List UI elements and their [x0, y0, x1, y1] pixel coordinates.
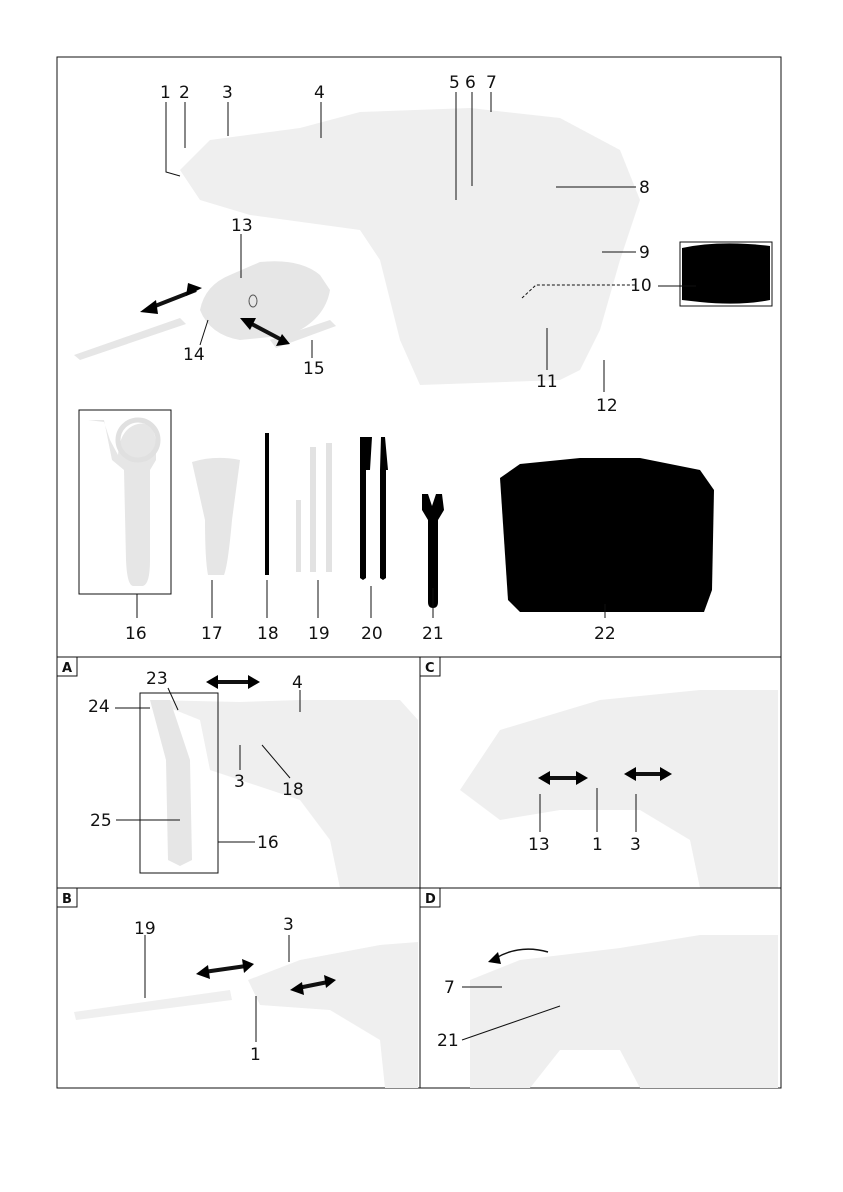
arrowhead-icon — [242, 959, 254, 973]
panel-c-tag: C — [425, 661, 435, 676]
label-15: 15 — [303, 359, 325, 379]
arrowhead-icon — [140, 300, 158, 314]
carry-case-illustration — [500, 458, 714, 612]
arrowhead-icon — [186, 283, 202, 296]
label-17: 17 — [201, 624, 223, 644]
double-arrow-icon — [204, 966, 246, 972]
label-18: 18 — [257, 624, 279, 644]
panel-a-label-24: 24 — [88, 697, 110, 717]
panel-b-label-1: 1 — [250, 1045, 261, 1065]
panel-a-tag: A — [62, 661, 73, 676]
label-20: 20 — [361, 624, 383, 644]
label-22: 22 — [594, 624, 616, 644]
label-14: 14 — [183, 345, 205, 365]
arrowhead-icon — [248, 675, 260, 689]
panel-b-label-19: 19 — [134, 919, 156, 939]
label-5: 5 — [449, 73, 460, 93]
panel-a-label-25: 25 — [90, 811, 112, 831]
label-1: 1 — [160, 83, 171, 103]
drill-illustration — [180, 108, 640, 385]
panel-b-tag: B — [62, 892, 72, 907]
panel-d-tag: D — [425, 892, 436, 907]
label-9: 9 — [639, 243, 650, 263]
drill-bits-illustration — [296, 443, 332, 572]
panel-d-label-7: 7 — [444, 978, 455, 998]
panel-a-label-4: 4 — [292, 673, 303, 693]
arrowhead-icon — [206, 675, 218, 689]
label-19: 19 — [308, 624, 330, 644]
panel-a-label-16: 16 — [257, 833, 279, 853]
label-12: 12 — [596, 396, 618, 416]
panel-c-label-3: 3 — [630, 835, 641, 855]
rotate-arrow-icon — [496, 949, 548, 958]
chuck-detail-illustration — [74, 261, 336, 360]
label-7: 7 — [486, 73, 497, 93]
panel-c-label-1: 1 — [592, 835, 603, 855]
label-2: 2 — [179, 83, 190, 103]
rod-illustration — [265, 433, 269, 575]
chisels-illustration — [360, 437, 388, 580]
panel-b-label-3: 3 — [283, 915, 294, 935]
panel-a-label-18: 18 — [282, 780, 304, 800]
label-8: 8 — [639, 178, 650, 198]
label-21: 21 — [422, 624, 444, 644]
label-3: 3 — [222, 83, 233, 103]
label-13: 13 — [231, 216, 253, 236]
arrowhead-icon — [488, 952, 501, 964]
label-6: 6 — [465, 73, 476, 93]
panel-d-label-21: 21 — [437, 1031, 459, 1051]
panel-a-label-3: 3 — [234, 772, 245, 792]
panel-a-label-23: 23 — [146, 669, 168, 689]
label-10: 10 — [630, 276, 652, 296]
depth-stop-illustration — [192, 458, 240, 575]
label-11: 11 — [536, 372, 558, 392]
label-16: 16 — [125, 624, 147, 644]
panel-c-label-13: 13 — [528, 835, 550, 855]
arrowhead-icon — [196, 965, 210, 979]
label-4: 4 — [314, 83, 325, 103]
